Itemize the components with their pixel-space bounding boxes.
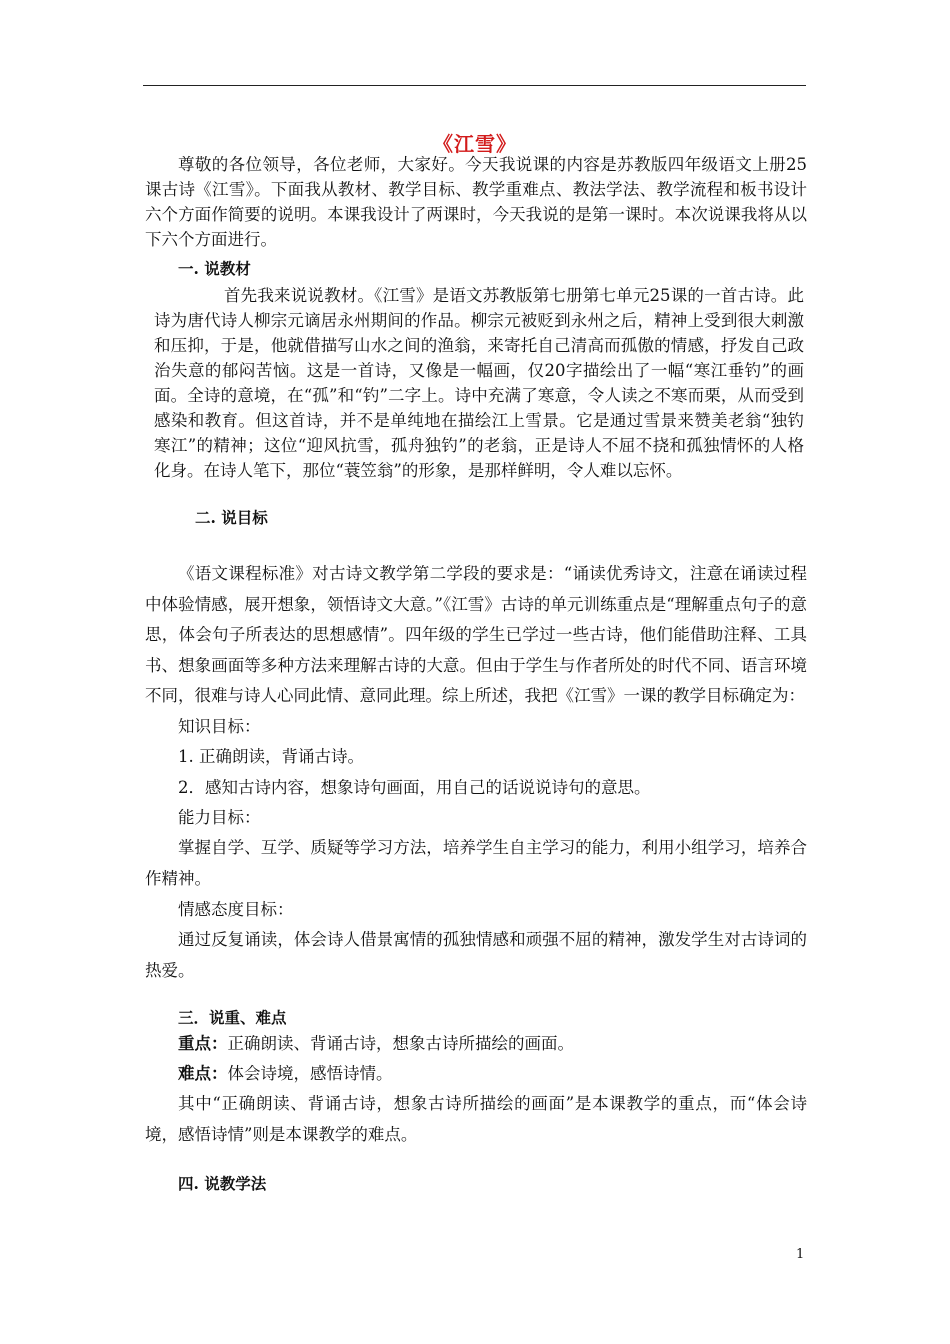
emotion-goal-body: 通过反复诵读，体会诗人借景寓情的孤独情感和顽强不屈的精神，激发学生对古诗词的热爱。: [145, 930, 807, 980]
knowledge-goal-2: 2．感知古诗内容，想象诗句画面，用自己的话说说诗句的意思。: [178, 778, 651, 797]
section3-heading: 三．说重、难点: [178, 1008, 287, 1027]
section1-heading: 一. 说教材: [178, 259, 251, 278]
key-point-text: 正确朗读、背诵古诗，想象古诗所描绘的画面。: [227, 1034, 574, 1053]
page-number: 1: [796, 1247, 805, 1262]
emotion-goal-label: 情感态度目标：: [178, 900, 294, 919]
ability-goal-body: 掌握自学、互学、质疑等学习方法，培养学生自主学习的能力，利用小组学习，培养合作精神。: [145, 838, 807, 888]
knowledge-goal-1: 1. 正确朗读，背诵古诗。: [178, 747, 364, 766]
intro-paragraph: 尊敬的各位领导，各位老师，大家好。今天我说课的内容是苏教版四年级语文上册25课古诗《江雪》。下面我从教材、教学目标、教学重难点、教法学法、教学流程和板书设计六个方面作简要的说明。本课我设计了两课时，今天我说的是第一课时。本次说课我将从以下六个方面进行。: [145, 155, 807, 249]
difficult-point-line: [178, 1060, 393, 1084]
document-title: 《江雪》: [433, 132, 517, 156]
section2-heading: 二. 说目标: [195, 508, 268, 527]
section1-body: 首先我来说说教材。《江雪》是语文苏教版第七册第七单元25课的一首古诗。此诗为唐代诗人柳宗元谪居永州期间的作品。柳宗元被贬到永州之后，精神上受到很大刺激和压抑，于是，他就借描写山水之间的渔翁，来寄托自己清高而孤傲的情感，抒发自己政治失意的郁闷苦恼。这是一首诗，又像是一幅画，仅20字描绘出了一幅“寒江垂钓”的画面。全诗的意境，在“孤”和“钓”二字上。诗中充满了寒意，令人读之不寒而栗，从而受到感染和教育。但这首诗，并不是单纯地在描绘江上雪景。它是通过雪景来赞美老翁“独钓寒江”的精神；这位“迎风抗雪，孤舟独钓”的老翁，正是诗人不屈不挠和孤独情怀的人格化身。在诗人笔下，那位“蓑笠翁”的形象，是那样鲜明，令人难以忘怀。: [154, 286, 804, 480]
section2-body: 《语文课程标准》对古诗文教学第二学段的要求是：“诵读优秀诗文，注意在诵读过程中体验情感，展开想象，领悟诗文大意。”《江雪》古诗的单元训练重点是“理解重点句子的意思，体会句子所表达的思想感情”。四年级的学生已学过一些古诗，他们能借助注释、工具书、想象画面等多种方法来理解古诗的大意。但由于学生与作者所处的时代不同、语言环境不同，很难与诗人心同此情、意同此理。综上所述，我把《江雪》一课的教学目标确定为：: [145, 564, 807, 705]
section3-summary: 其中“正确朗读、背诵古诗，想象古诗所描绘的画面”是本课教学的重点，而“体会诗境，感悟诗情”则是本课教学的难点。: [145, 1094, 807, 1144]
key-point-label: 重点：: [178, 1034, 228, 1053]
knowledge-goal-label: 知识目标：: [178, 717, 261, 736]
ability-goal-label: 能力目标：: [178, 808, 261, 827]
key-point-line: [178, 1030, 574, 1054]
section4-heading: 四. 说教学法: [178, 1174, 267, 1193]
difficult-point-text: 体会诗境，感悟诗情。: [227, 1064, 393, 1083]
header-rule: [143, 85, 806, 86]
difficult-point-label: 难点：: [178, 1064, 228, 1083]
